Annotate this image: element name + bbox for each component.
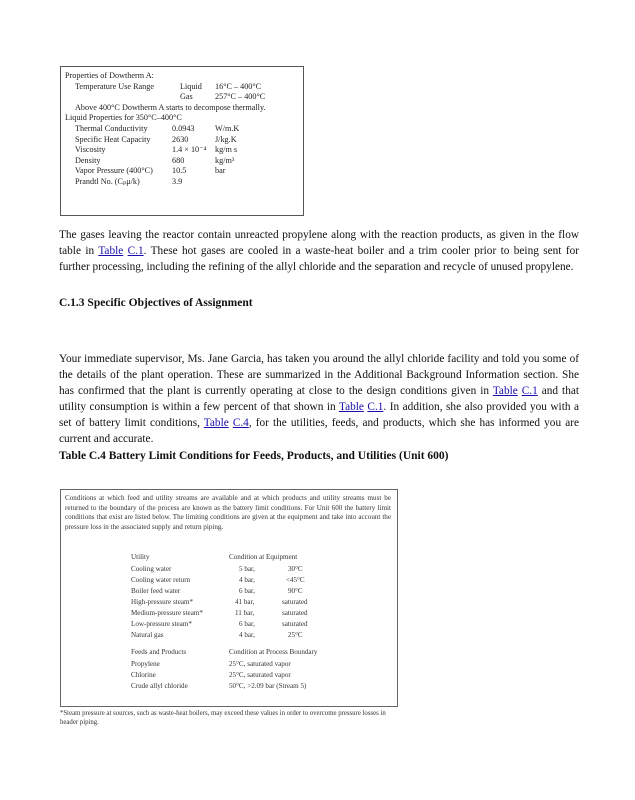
property-unit: bar bbox=[215, 166, 226, 176]
dowtherm-title: Properties of Dowtherm A: bbox=[65, 71, 154, 80]
property-value: 10.5 bbox=[172, 166, 187, 176]
text-run: The gases leaving the reactor contain unreacted propylene along with the reaction products, as given in the flow table in bbox=[59, 229, 579, 257]
feed-row bbox=[61, 671, 397, 682]
feed-row bbox=[61, 682, 397, 693]
link-table[interactable]: Table bbox=[338, 401, 364, 413]
liquid-range: 16°C – 400°C bbox=[215, 81, 262, 91]
property-row bbox=[65, 145, 303, 156]
utility-header: Utility bbox=[131, 553, 150, 561]
property-row bbox=[65, 135, 303, 146]
dowtherm-properties-box bbox=[60, 66, 304, 216]
utility-condition: 90°C bbox=[288, 587, 303, 595]
utility-condition: 25°C bbox=[288, 631, 303, 639]
property-value: 0.0943 bbox=[172, 123, 195, 133]
property-value: 3.9 bbox=[172, 176, 183, 186]
utility-row bbox=[61, 609, 397, 620]
feed-name: Crude allyl chloride bbox=[131, 682, 188, 690]
link-c1[interactable]: C.1 bbox=[367, 401, 384, 413]
property-name: Density bbox=[75, 155, 101, 165]
text-run: , for the utilities, feeds, and products, which she has informed you are current and accurate. bbox=[59, 417, 579, 445]
property-unit: kg/m³ bbox=[215, 155, 235, 165]
utility-name: Cooling water return bbox=[131, 576, 191, 584]
link-c1[interactable]: C.1 bbox=[127, 245, 144, 257]
utility-row bbox=[61, 565, 397, 576]
link-table[interactable]: Table bbox=[98, 245, 124, 257]
utility-row bbox=[61, 587, 397, 598]
utility-pressure: 5 bar, bbox=[239, 565, 255, 573]
steam-footnote: *Steam pressure at sources, such as waste-heat boilers, may exceed these values in order to overcome pressure losses in header piping. bbox=[60, 710, 386, 727]
liquid-label: Liquid bbox=[180, 81, 202, 91]
text-run: Your immediate supervisor, Ms. Jane Garcia, has taken you around the allyl chloride facility and told you some of the details of the plant operation. These are summarized in the Additional Background Information section. She has confirmed that the plant is currently operating at close to the design conditions given in bbox=[59, 353, 579, 397]
utility-name: Cooling water bbox=[131, 565, 172, 573]
boundary-header: Condition at Process Boundary bbox=[229, 648, 318, 656]
utility-pressure: 11 bar, bbox=[235, 609, 255, 617]
utility-condition: saturated bbox=[282, 598, 308, 606]
decompose-note: Above 400°C Dowtherm A starts to decompose thermally. bbox=[75, 102, 266, 112]
paragraph-supervisor bbox=[59, 351, 579, 447]
property-name: Vapor Pressure (400°C) bbox=[75, 166, 153, 176]
section-heading-objectives: C.1.3 Specific Objectives of Assignment bbox=[59, 297, 253, 309]
link-c1[interactable]: C.1 bbox=[521, 385, 538, 397]
feed-name: Chlorine bbox=[131, 671, 156, 679]
gas-label: Gas bbox=[180, 92, 193, 102]
link-table[interactable]: Table bbox=[492, 385, 518, 397]
property-row bbox=[65, 177, 303, 188]
utility-pressure: 4 bar, bbox=[239, 576, 255, 584]
utility-name: Natural gas bbox=[131, 631, 164, 639]
battery-limit-intro: Conditions at which feed and utility streams are available and at which products and utility streams must be returned to the boundary of the process are known as the battery limit conditions. For Unit 600 the battery limit conditions that exist are listed below. The limiting conditions are given at the equipment and take into account the pressure loss in the associated supply and return piping. bbox=[65, 494, 391, 531]
property-row bbox=[65, 166, 303, 177]
temp-range-label: Temperature Use Range bbox=[75, 81, 154, 91]
utility-row bbox=[61, 631, 397, 642]
property-name: Specific Heat Capacity bbox=[75, 134, 151, 144]
gas-range: 257°C – 400°C bbox=[215, 92, 266, 102]
feed-name: Propylene bbox=[131, 660, 160, 668]
utility-name: Boiler feed water bbox=[131, 587, 181, 595]
feed-condition: 25°C, saturated vapor bbox=[229, 671, 291, 679]
utility-name: Medium-pressure steam* bbox=[131, 609, 203, 617]
property-value: 1.4 × 10⁻⁴ bbox=[172, 145, 207, 155]
property-row bbox=[65, 124, 303, 135]
property-name: Prandtl No. (Cₚμ/k) bbox=[75, 176, 140, 186]
utility-name: Low-pressure steam* bbox=[131, 620, 192, 628]
utility-pressure: 41 bar, bbox=[235, 598, 255, 606]
utility-condition: saturated bbox=[282, 609, 308, 617]
utility-row bbox=[61, 598, 397, 609]
feed-row bbox=[61, 660, 397, 671]
feeds-header: Feeds and Products bbox=[131, 648, 187, 656]
text-run: . In addition, she also provided you with a set of battery limit conditions, bbox=[59, 401, 580, 429]
property-unit: W/m.K bbox=[215, 123, 240, 133]
feed-condition: 50°C, >2.09 bar (Stream 5) bbox=[229, 682, 307, 690]
utility-condition: 30°C bbox=[288, 565, 303, 573]
property-value: 680 bbox=[172, 155, 185, 165]
property-value: 2630 bbox=[172, 134, 189, 144]
utility-row bbox=[61, 620, 397, 631]
table-c4-caption: Table C.4 Battery Limit Conditions for Feeds, Products, and Utilities (Unit 600) bbox=[59, 450, 449, 462]
equipment-header: Condition at Equipment bbox=[229, 553, 298, 561]
battery-limit-box bbox=[60, 489, 398, 707]
feed-condition: 25°C, saturated vapor bbox=[229, 660, 291, 668]
utility-pressure: 6 bar, bbox=[239, 620, 255, 628]
text-run: . These hot gases are cooled in a waste-heat boiler and a trim cooler prior to being sent for further processing, including the refining of the allyl chloride and the separation and recycle of unused propylene. bbox=[59, 245, 580, 273]
link-table[interactable]: Table bbox=[203, 417, 229, 429]
utility-pressure: 4 bar, bbox=[239, 631, 255, 639]
utility-condition: <45°C bbox=[286, 576, 305, 584]
property-name: Viscosity bbox=[75, 145, 106, 155]
paragraph-reactor-gases bbox=[59, 227, 579, 275]
utility-row bbox=[61, 576, 397, 587]
text-run: and that utility consumption is within a few percent of that shown in bbox=[59, 385, 579, 413]
property-name: Thermal Conductivity bbox=[75, 123, 148, 133]
link-c4[interactable]: C.4 bbox=[232, 417, 249, 429]
property-unit: kg/m s bbox=[215, 145, 238, 155]
property-unit: J/kg.K bbox=[215, 134, 237, 144]
utility-condition: saturated bbox=[282, 620, 308, 628]
utility-name: High-pressure steam* bbox=[131, 598, 194, 606]
liquid-props-heading: Liquid Properties for 350°C–400°C bbox=[65, 113, 182, 123]
utility-pressure: 6 bar, bbox=[239, 587, 255, 595]
property-row bbox=[65, 156, 303, 167]
